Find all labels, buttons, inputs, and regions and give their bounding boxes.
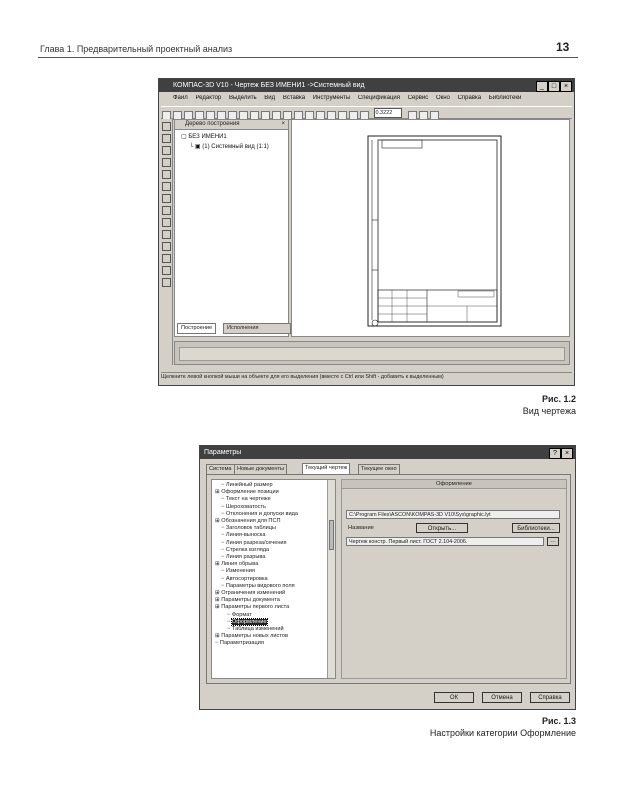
line-icon[interactable]: [162, 242, 171, 251]
tree-line-icon: ┈: [221, 539, 226, 546]
status-bar: [161, 372, 572, 382]
settings-group: [341, 479, 567, 679]
dialog-help-button[interactable]: ?: [549, 448, 561, 459]
menu-edit[interactable]: Редактор: [195, 95, 222, 101]
menu-service[interactable]: Сервис: [407, 95, 429, 101]
menu-file[interactable]: Файл: [173, 95, 188, 101]
tree-panel-header: [175, 120, 288, 130]
tree-item-label: Обозначения для ПСП: [221, 518, 281, 525]
expand-icon[interactable]: ⊞: [215, 561, 222, 568]
tree-item[interactable]: [215, 504, 335, 511]
tree-child-label: (1) Системный вид (1:1): [202, 144, 269, 150]
kompas-window: [158, 78, 575, 386]
dimensions-icon[interactable]: [162, 134, 171, 143]
tree-item-label: Линия обрыва: [221, 561, 259, 568]
tab-system[interactable]: Система: [206, 464, 235, 474]
expand-icon[interactable]: ⊞: [215, 597, 222, 604]
header-rule: [38, 57, 578, 58]
menu-select[interactable]: Выделить: [228, 95, 257, 101]
tree-line-icon: ┈: [221, 568, 226, 575]
tab-new-documents[interactable]: Новые документы: [234, 464, 287, 474]
tree-line-icon: ┈: [221, 582, 226, 589]
settings-group-header: [342, 480, 566, 489]
tree-item[interactable]: [215, 590, 335, 597]
insert-icon[interactable]: [162, 230, 171, 239]
figure-1-3-caption: Настройки категории Оформление: [429, 728, 576, 738]
tree-root[interactable]: ▢ БЕЗ ИМЕНИ1: [181, 134, 227, 140]
tree-item[interactable]: [215, 619, 335, 626]
params-dialog: [199, 445, 576, 710]
figure-1-2-label: Рис. 1.2: [541, 394, 576, 404]
tree-line-icon: ┈: [221, 503, 226, 510]
figure-1-3-label: Рис. 1.3: [541, 716, 576, 726]
tree-item-label: Параметры первого листа: [221, 604, 290, 611]
tree-line-icon: ┈: [227, 618, 232, 625]
tree-item[interactable]: [215, 525, 335, 532]
tab-build[interactable]: Построение: [177, 323, 216, 334]
help-button[interactable]: Справка: [530, 692, 570, 703]
tree-item[interactable]: [215, 612, 335, 619]
tree-item[interactable]: [215, 482, 335, 489]
running-header: Глава 1. Предварительный проектный анализ: [40, 44, 233, 54]
tree-line-icon: ┈: [221, 532, 226, 539]
selection-icon[interactable]: [162, 194, 171, 203]
name-label: Название: [348, 525, 374, 531]
category-tree[interactable]: [211, 479, 336, 679]
tree-item[interactable]: [215, 597, 335, 604]
tree-item-label: Линия разреза/сечения: [225, 539, 287, 546]
tree-item-label: Стрелка взгляда: [225, 546, 270, 553]
library-path-field[interactable]: C:\Program Files\ASCON\KOMPAS-3D V10\Sys\graphic.lyt: [346, 510, 560, 519]
expand-icon[interactable]: ⊞: [215, 604, 222, 611]
tab-current-drawing[interactable]: Текущий чертеж: [302, 463, 350, 474]
tree-item-label: Шероховатость: [225, 503, 266, 510]
tree-item[interactable]: [215, 540, 335, 547]
menu-help[interactable]: Справка: [457, 95, 482, 101]
tree-item-label: Текст на чертеже: [225, 496, 271, 503]
tree-item[interactable]: [215, 626, 335, 633]
tree-line-icon: ┈: [221, 546, 226, 553]
tree-item[interactable]: [215, 633, 335, 640]
tree-line-icon: ┈: [227, 611, 232, 618]
tree-item[interactable]: [215, 489, 335, 496]
figure-1-2-caption: Вид чертежа: [522, 406, 576, 416]
libraries-button[interactable]: Библиотеки...: [512, 523, 560, 533]
tree-line-icon: ┈: [221, 496, 226, 503]
tree-item[interactable]: [215, 554, 335, 561]
drawing-area[interactable]: [291, 119, 570, 337]
point-icon[interactable]: [162, 278, 171, 287]
tree-line-icon: ┈: [221, 482, 226, 488]
tree-item[interactable]: [215, 568, 335, 575]
tree-item[interactable]: [215, 604, 335, 611]
parametrization-icon[interactable]: [162, 170, 171, 179]
tree-line-icon: ┈: [221, 575, 226, 582]
expand-icon[interactable]: ⊞: [215, 489, 222, 496]
tree-item[interactable]: [215, 496, 335, 503]
tab-exec[interactable]: Исполнения: [223, 323, 291, 334]
tree-item[interactable]: [215, 518, 335, 525]
spec-icon[interactable]: [162, 206, 171, 215]
tree-child[interactable]: └ ▣ (1) Системный вид (1:1): [189, 144, 269, 150]
menu-spec[interactable]: Спецификация: [357, 95, 401, 101]
tree-item[interactable]: [215, 511, 335, 518]
window-title: КОМПАС-3D V10 - Чертеж БЕЗ ИМЕНИ1 ->Системный вид: [173, 82, 365, 89]
tree-item-label: Формат: [231, 611, 252, 618]
tab-current-window[interactable]: Текущее окно: [358, 464, 400, 474]
tree-item-label: Линия разрыва: [225, 554, 266, 561]
tree-line-icon: ┈: [221, 510, 226, 517]
tree-item-label: Таблица изменений: [231, 626, 284, 633]
tree-item-label: Линейный размер: [225, 482, 273, 488]
category-tree-list: [212, 480, 335, 648]
tree-panel-title: Дерево построения: [185, 121, 240, 127]
tree-line-icon: ┈: [221, 554, 226, 561]
maximize-button[interactable]: □: [548, 81, 560, 92]
tree-item[interactable]: [215, 561, 335, 568]
dialog-close-button[interactable]: ×: [561, 448, 573, 459]
cancel-button[interactable]: Отмена: [482, 692, 522, 703]
layout-combo[interactable]: Чертеж констр. Первый лист. ГОСТ 2.104-2006.: [346, 537, 544, 546]
tree-item[interactable]: [215, 640, 335, 647]
tree-item-label: Ограничения изменений: [221, 590, 286, 597]
tree-item-label: Параметры новых листов: [221, 633, 288, 640]
menu-window[interactable]: Окно: [435, 95, 450, 101]
measure-icon[interactable]: [162, 182, 171, 191]
dialog-title: Параметры: [204, 449, 242, 456]
ok-button[interactable]: ОК: [434, 692, 474, 703]
drawing-sheet: [292, 120, 571, 338]
geometry-icon[interactable]: [162, 122, 171, 131]
tree-line-icon: ┈: [221, 525, 226, 532]
tree-item[interactable]: [215, 547, 335, 554]
tree-item-label: Параметры документа: [221, 597, 280, 604]
tree-item-label: Отклонения и допуски вида: [225, 510, 298, 517]
dialog-titlebar: [200, 446, 575, 459]
open-button[interactable]: Открыть...: [416, 523, 468, 533]
menu-insert[interactable]: Вставка: [282, 95, 306, 101]
tree-root-label: БЕЗ ИМЕНИ1: [188, 134, 227, 140]
panel-close-icon[interactable]: ×: [281, 121, 285, 127]
compact-toolbar: [161, 119, 173, 365]
tree-item[interactable]: [215, 532, 335, 539]
tree-scroll-thumb[interactable]: [329, 520, 334, 550]
page-number: 13: [556, 40, 570, 54]
tree-line-icon: ┈: [215, 640, 220, 647]
zoom-input[interactable]: 0.3222: [374, 108, 402, 118]
tree-panel: [174, 119, 289, 337]
menu-tools[interactable]: Инструменты: [312, 95, 351, 101]
tree-item-label: Изменения: [225, 568, 255, 575]
tree-item-label: Линия-выноска: [225, 532, 266, 539]
tree-item-label: Автосортировка: [225, 575, 268, 582]
menu-bar: [173, 95, 571, 101]
settings-group-title: Оформление: [436, 481, 472, 487]
tree-item[interactable]: [215, 576, 335, 583]
properties-panel: [174, 341, 570, 365]
editing-icon[interactable]: [162, 158, 171, 167]
tree-item[interactable]: [215, 583, 335, 590]
arc-icon[interactable]: [162, 266, 171, 275]
expand-icon[interactable]: ⊞: [215, 518, 222, 525]
browse-button[interactable]: …: [547, 537, 559, 546]
tree-item-label: Оформление: [231, 618, 267, 625]
tree-line-icon: ┈: [227, 626, 232, 633]
reports-icon[interactable]: [162, 218, 171, 227]
tree-scrollbar[interactable]: [327, 480, 335, 678]
menu-libraries[interactable]: Библиотеки: [488, 95, 522, 101]
tree-item-label: Параметризация: [219, 640, 264, 647]
expand-icon[interactable]: ⊞: [215, 633, 222, 640]
tree-item-label: Параметры видового поля: [225, 582, 295, 589]
window-titlebar: [159, 79, 574, 92]
circle-icon[interactable]: [162, 254, 171, 263]
symbols-icon[interactable]: [162, 146, 171, 155]
tab-page: [206, 474, 571, 684]
status-text: Щелкните левой кнопкой мыши на объекте для его выделения (вместе с Ctrl или Shift - добавить к выделенным): [161, 374, 444, 380]
tree-item-label: Оформление позиции: [221, 489, 279, 496]
minimize-button[interactable]: _: [536, 81, 548, 92]
menu-view[interactable]: Вид: [264, 95, 276, 101]
tree-item-label: Заголовок таблицы: [225, 525, 276, 532]
close-button[interactable]: ×: [560, 81, 572, 92]
tab-strip: [206, 464, 571, 474]
expand-icon[interactable]: ⊞: [215, 590, 222, 597]
standard-toolbar: [161, 106, 572, 119]
